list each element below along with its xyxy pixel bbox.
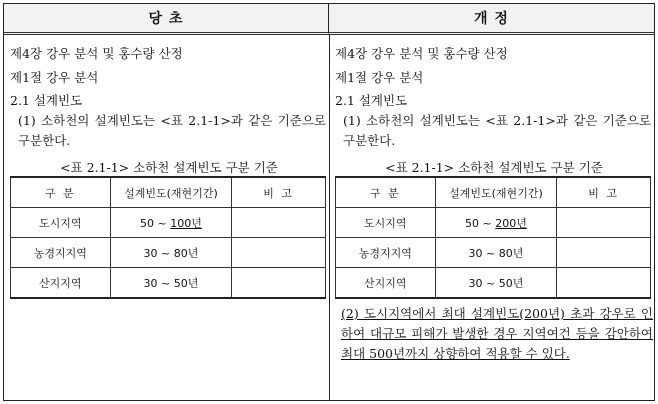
design-frequency-table <box>10 176 326 299</box>
area-cell: 도시지역 <box>336 208 436 238</box>
remarks-cell <box>232 268 326 299</box>
subsection-title: 2.1 설계빈도 <box>10 93 83 108</box>
table-row <box>336 238 651 268</box>
area-cell: 산지지역 <box>11 268 111 299</box>
col-header-remarks: 비 고 <box>557 177 651 208</box>
frequency-cell <box>435 208 557 238</box>
col-header-category: 구 분 <box>336 177 436 208</box>
area-cell: 산지지역 <box>336 268 436 299</box>
header-original <box>4 4 329 35</box>
design-frequency-table <box>335 176 651 299</box>
paragraph-1: (1) 소하천의 설계빈도는 <표 2.1-1>과 같은 기준으로 구분한다. <box>343 113 651 148</box>
remarks-cell <box>232 238 326 268</box>
header-revised-label: 개 정 <box>474 11 509 27</box>
frequency-prefix: 30 ~ <box>143 246 174 260</box>
table-row <box>11 268 326 299</box>
table-row <box>11 208 326 238</box>
col-header-frequency: 설계빈도(재현기간) <box>110 177 232 208</box>
frequency-end: 50년 <box>173 276 199 290</box>
frequency-end: 80년 <box>498 246 524 260</box>
frequency-cell <box>110 208 232 238</box>
section-title: 제1절 강우 분석 <box>10 70 99 85</box>
frequency-end: 100년 <box>170 216 202 230</box>
header-revised <box>329 4 654 35</box>
table-row <box>336 208 651 238</box>
frequency-cell <box>110 268 232 299</box>
col-header-category: 구 분 <box>11 177 111 208</box>
column-divider <box>329 35 330 400</box>
paragraph-1: (1) 소하천의 설계빈도는 <표 2.1-1>과 같은 기준으로 구분한다. <box>18 113 326 148</box>
header-original-label: 당 초 <box>148 11 184 27</box>
table-row <box>11 238 326 268</box>
table-caption: <표 2.1-1> 소하천 설계빈도 구분 기준 <box>385 160 603 175</box>
area-cell: 농경지지역 <box>11 238 111 268</box>
frequency-end: 80년 <box>173 246 199 260</box>
chapter-title: 제4장 강우 분석 및 홍수량 산정 <box>335 46 508 61</box>
frequency-prefix: 50 ~ <box>465 216 496 230</box>
frequency-end: 50년 <box>498 276 524 290</box>
frequency-end: 200년 <box>495 216 527 230</box>
area-cell: 농경지지역 <box>336 238 436 268</box>
added-note-paragraph: (2) 도시지역에서 최대 설계빈도(200년) 초과 강우로 인하여 대규모 피해가 발생한 경우 지역여건 등을 감안하여 최대 500년까지 상향하여 적용할 수 있다. <box>341 306 653 361</box>
frequency-cell <box>435 268 557 299</box>
frequency-prefix: 50 ~ <box>140 216 171 230</box>
subsection-title: 2.1 설계빈도 <box>335 93 408 108</box>
frequency-cell <box>110 238 232 268</box>
frequency-prefix: 30 ~ <box>468 276 499 290</box>
col-header-frequency: 설계빈도(재현기간) <box>435 177 557 208</box>
table-caption: <표 2.1-1> 소하천 설계빈도 구분 기준 <box>60 160 278 175</box>
frequency-prefix: 30 ~ <box>468 246 499 260</box>
table-header-row <box>336 177 651 208</box>
remarks-cell <box>557 268 651 299</box>
comparison-table <box>3 3 655 401</box>
area-cell: 도시지역 <box>11 208 111 238</box>
col-header-remarks: 비 고 <box>232 177 326 208</box>
remarks-cell <box>232 208 326 238</box>
remarks-cell <box>557 238 651 268</box>
frequency-prefix: 30 ~ <box>143 276 174 290</box>
remarks-cell <box>557 208 651 238</box>
frequency-cell <box>435 238 557 268</box>
table-header-row <box>11 177 326 208</box>
section-title: 제1절 강우 분석 <box>335 70 424 85</box>
chapter-title: 제4장 강우 분석 및 홍수량 산정 <box>10 46 183 61</box>
table-row <box>336 268 651 299</box>
